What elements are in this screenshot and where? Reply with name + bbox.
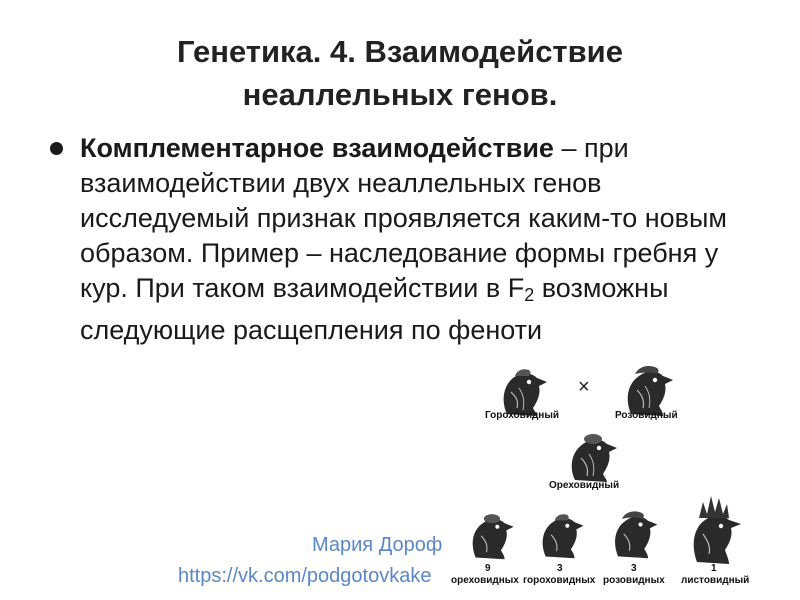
bullet-dot-icon: [50, 142, 63, 155]
slide-title-line2: неаллельных генов.: [242, 77, 558, 112]
f2-label-2: гороховидных: [523, 575, 596, 586]
f2-count-2: 3: [557, 563, 563, 574]
vk-link[interactable]: https://vk.com/podgotovkake: [178, 565, 432, 587]
f2-label-1: ореховидных: [451, 575, 519, 586]
f2-count-4: 1: [711, 563, 717, 574]
parent1-label: Гороховидный: [485, 410, 560, 421]
parent2-label: Розовидный: [615, 410, 678, 421]
slide-title-line1: Генетика. 4. Взаимодействие: [177, 34, 623, 69]
f2-count-1: 9: [485, 563, 491, 574]
author-name: Мария Дороф: [312, 534, 443, 556]
f2-label-4: листовидный: [681, 575, 750, 586]
bullet-subscript: 2: [524, 285, 535, 305]
cross-symbol: ×: [578, 376, 590, 398]
comb-inheritance-figure: [445, 358, 765, 600]
bullet-text: [80, 131, 770, 348]
f2-count-3: 3: [631, 563, 637, 574]
f2-single-comb-rooster-icon: [683, 488, 747, 564]
f2-rose-rooster-icon: [605, 502, 663, 562]
f2-walnut-rooster-icon: [463, 506, 519, 562]
pea-comb-rooster-icon: [493, 364, 553, 416]
f2-label-3: розовидных: [603, 575, 665, 586]
slide-title: [0, 30, 800, 116]
f1-label: Ореховидный: [549, 480, 620, 491]
bullet-term: Комплементарное взаимодействие: [80, 133, 554, 163]
rose-comb-rooster-icon: [617, 360, 679, 416]
bullet-text-part1: – при взаимодействии двух неаллельных генов исследуемый признак проявляется каким-то новым образом. Пример – наследование формы гребня у кур. При таком взаимодействии в F: [80, 133, 727, 303]
bullet-text-part2: возможны следующие расщепления по феноти: [80, 273, 669, 345]
walnut-comb-rooster-icon: [561, 428, 623, 482]
f2-pea-rooster-icon: [533, 504, 589, 562]
